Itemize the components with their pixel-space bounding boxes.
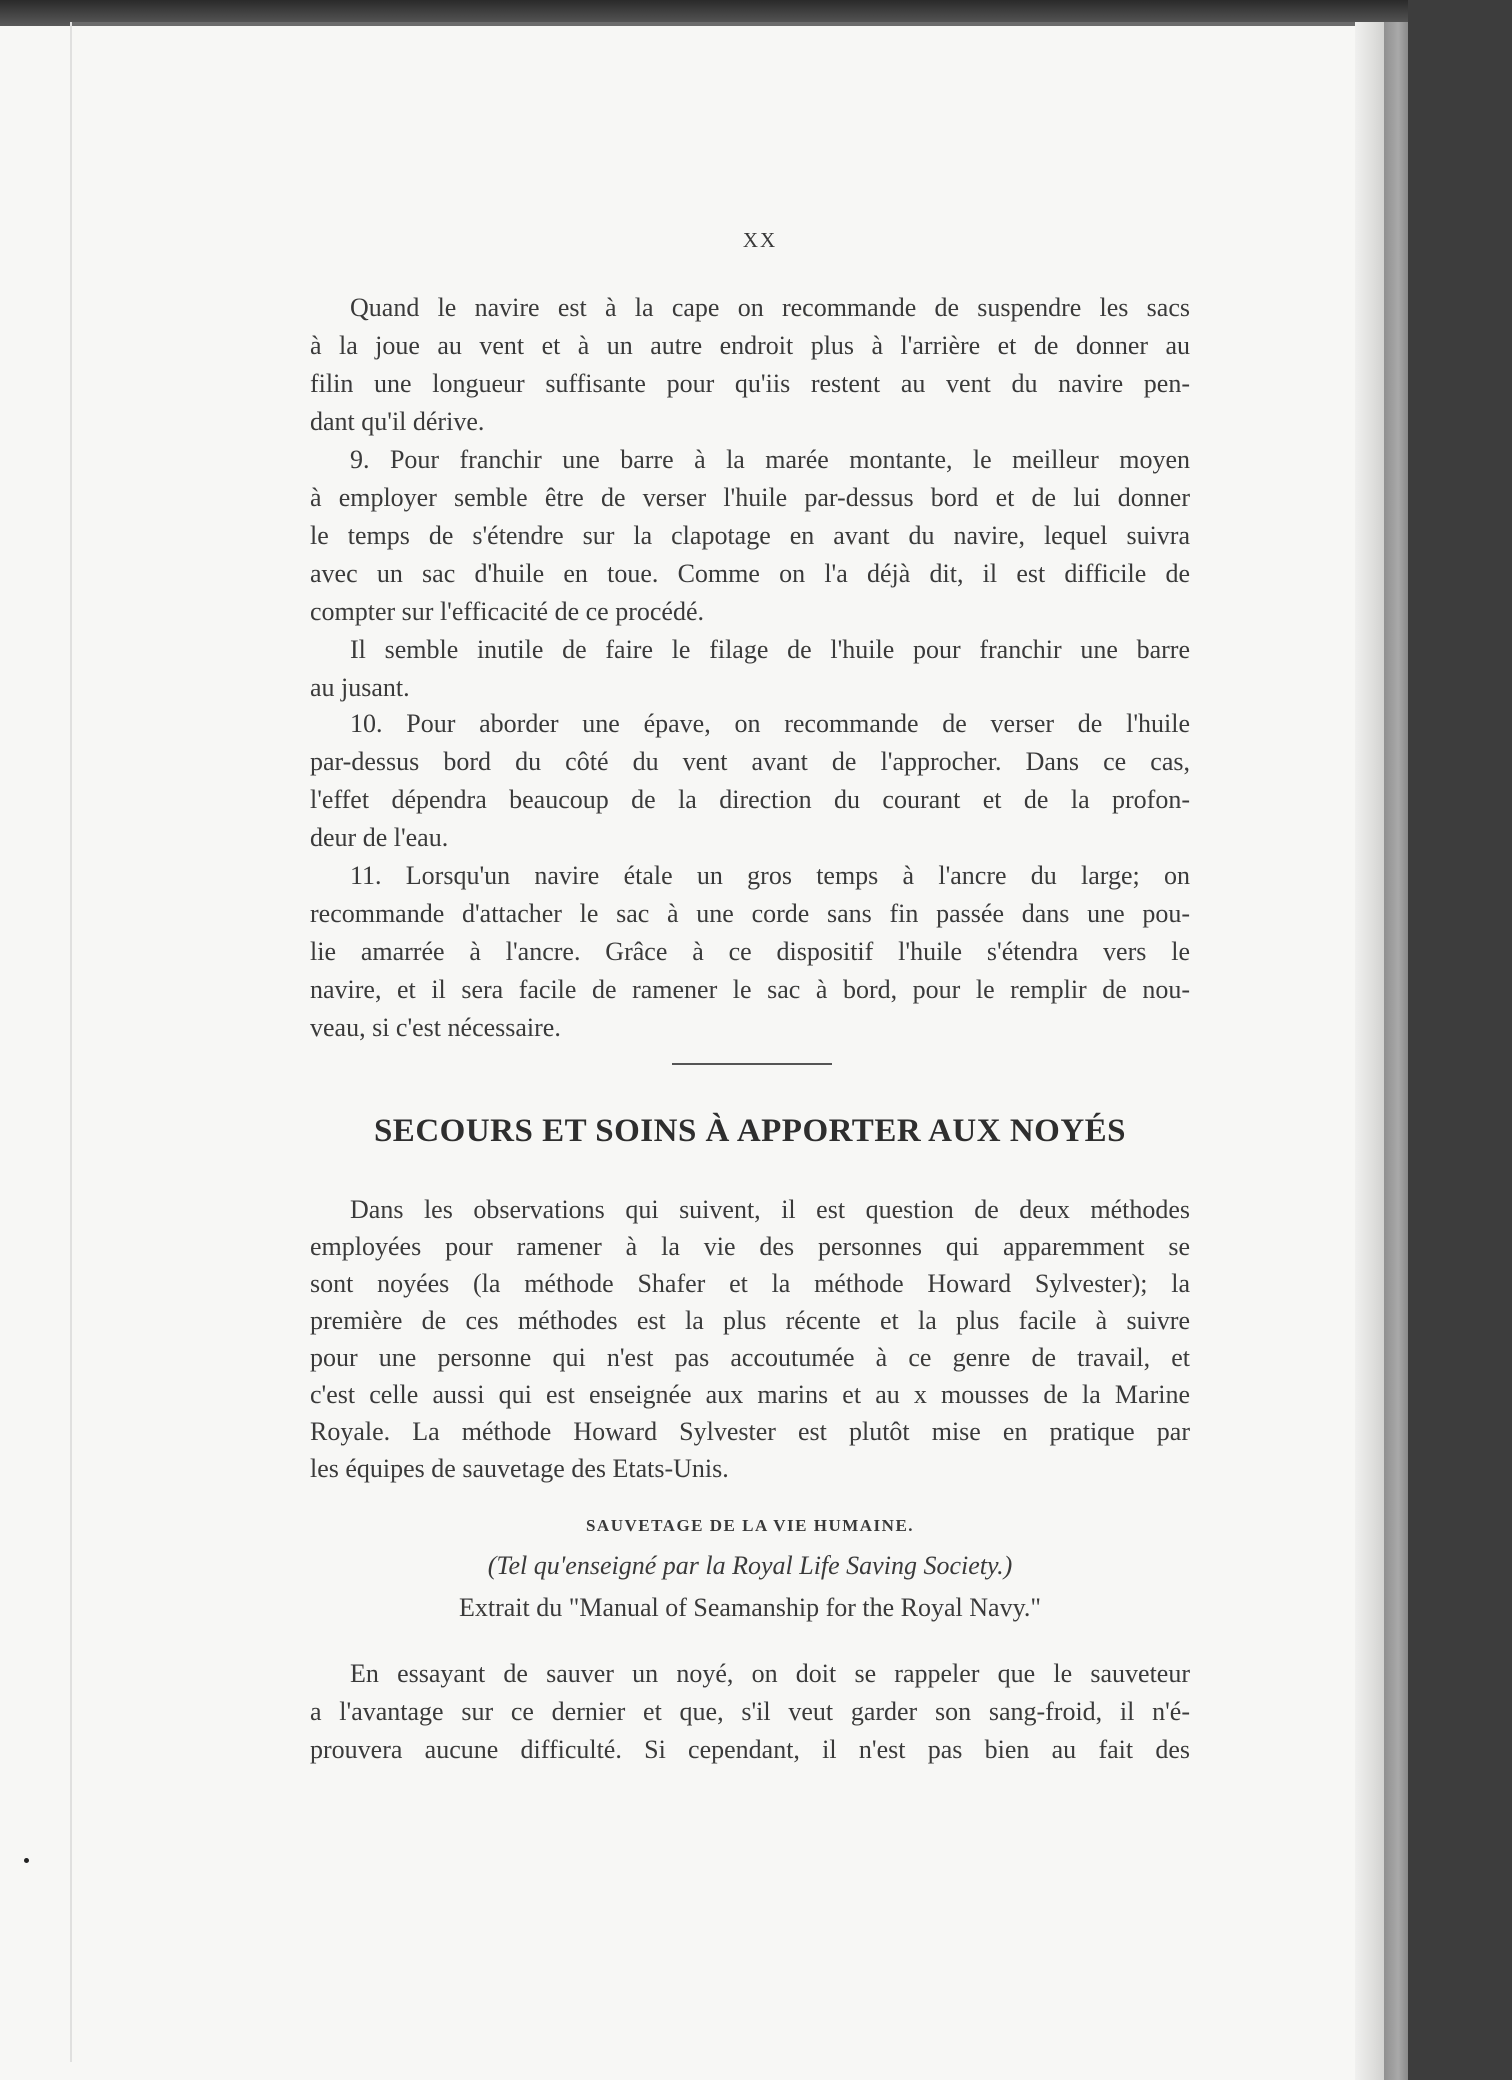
text-line: avec un sac d'huile en toue. Comme on l'a déjà dit, il est difficile de: [310, 559, 1190, 588]
page-top-edge: [70, 22, 1400, 26]
text-line: par-dessus bord du côté du vent avant de l'approcher. Dans ce cas,: [310, 747, 1190, 776]
section-divider: [672, 1063, 832, 1065]
text-line: 11. Lorsqu'un navire étale un gros temps à l'ancre du large; on: [350, 861, 1190, 890]
text-line: En essayant de sauver un noyé, on doit se rappeler que le sauveteur: [350, 1659, 1190, 1688]
text-line: 10. Pour aborder une épave, on recommande de verser de l'huile: [350, 709, 1190, 738]
text-line: dant qu'il dérive.: [310, 407, 485, 436]
text-line: Il semble inutile de faire le filage de l'huile pour franchir une barre: [350, 635, 1190, 664]
subsection-source: Extrait du "Manual of Seamanship for the Royal Navy.": [458, 1593, 1042, 1622]
scan-right-border: [1408, 0, 1512, 2080]
page-number: XX: [742, 228, 778, 252]
text-line: à la joue au vent et à un autre endroit plus à l'arrière et de donner au: [310, 331, 1190, 360]
subsection-title: SAUVETAGE DE LA VIE HUMAINE.: [585, 1516, 915, 1535]
text-line: les équipes de sauvetage des Etats-Unis.: [310, 1454, 729, 1483]
text-line: navire, et il sera facile de ramener le sac à bord, pour le remplir de nou-: [310, 975, 1190, 1004]
text-line: Royale. La méthode Howard Sylvester est plutôt mise en pratique par: [310, 1417, 1190, 1446]
text-line: deur de l'eau.: [310, 823, 449, 852]
scan-speck: [24, 1858, 29, 1863]
binding-shadow: [1384, 22, 1408, 2080]
text-line: lie amarrée à l'ancre. Grâce à ce dispositif l'huile s'étendra vers le: [310, 937, 1190, 966]
text-line: Dans les observations qui suivent, il est question de deux méthodes: [350, 1195, 1190, 1224]
text-line: pour une personne qui n'est pas accoutumée à ce genre de travail, et: [310, 1343, 1190, 1372]
text-line: compter sur l'efficacité de ce procédé.: [310, 597, 704, 626]
text-line: c'est celle aussi qui est enseignée aux marins et au x mousses de la Marine: [310, 1380, 1190, 1409]
text-line: à employer semble être de verser l'huile par-dessus bord et de lui donner: [310, 483, 1190, 512]
text-line: filin une longueur suffisante pour qu'iis restent au vent du navire pen-: [310, 369, 1190, 398]
text-line: Quand le navire est à la cape on recommande de suspendre les sacs: [350, 293, 1190, 322]
text-line: employées pour ramener à la vie des personnes qui apparemment se: [310, 1232, 1190, 1261]
section-heading: SECOURS ET SOINS À APPORTER AUX NOYÉS: [373, 1113, 1127, 1149]
text-line: l'effet dépendra beaucoup de la direction du courant et de la profon-: [310, 785, 1190, 814]
text-line: au jusant.: [310, 673, 410, 702]
page-right-edge: [1355, 22, 1387, 2080]
text-line: a l'avantage sur ce dernier et que, s'il veut garder son sang-froid, il n'é-: [310, 1697, 1190, 1726]
text-line: sont noyées (la méthode Shafer et la méthode Howard Sylvester); la: [310, 1269, 1190, 1298]
text-line: recommande d'attacher le sac à une corde sans fin passée dans une pou-: [310, 899, 1190, 928]
text-line: prouvera aucune difficulté. Si cependant, il n'est pas bien au fait des: [310, 1735, 1190, 1764]
text-line: première de ces méthodes est la plus récente et la plus facile à suivre: [310, 1306, 1190, 1335]
subsection-attribution: (Tel qu'enseigné par la Royal Life Saving Society.): [487, 1551, 1013, 1580]
text-line: le temps de s'étendre sur la clapotage en avant du navire, lequel suivra: [310, 521, 1190, 550]
text-line: 9. Pour franchir une barre à la marée montante, le meilleur moyen: [350, 445, 1190, 474]
page-left-edge: [70, 22, 72, 2062]
text-line: veau, si c'est nécessaire.: [310, 1013, 561, 1042]
